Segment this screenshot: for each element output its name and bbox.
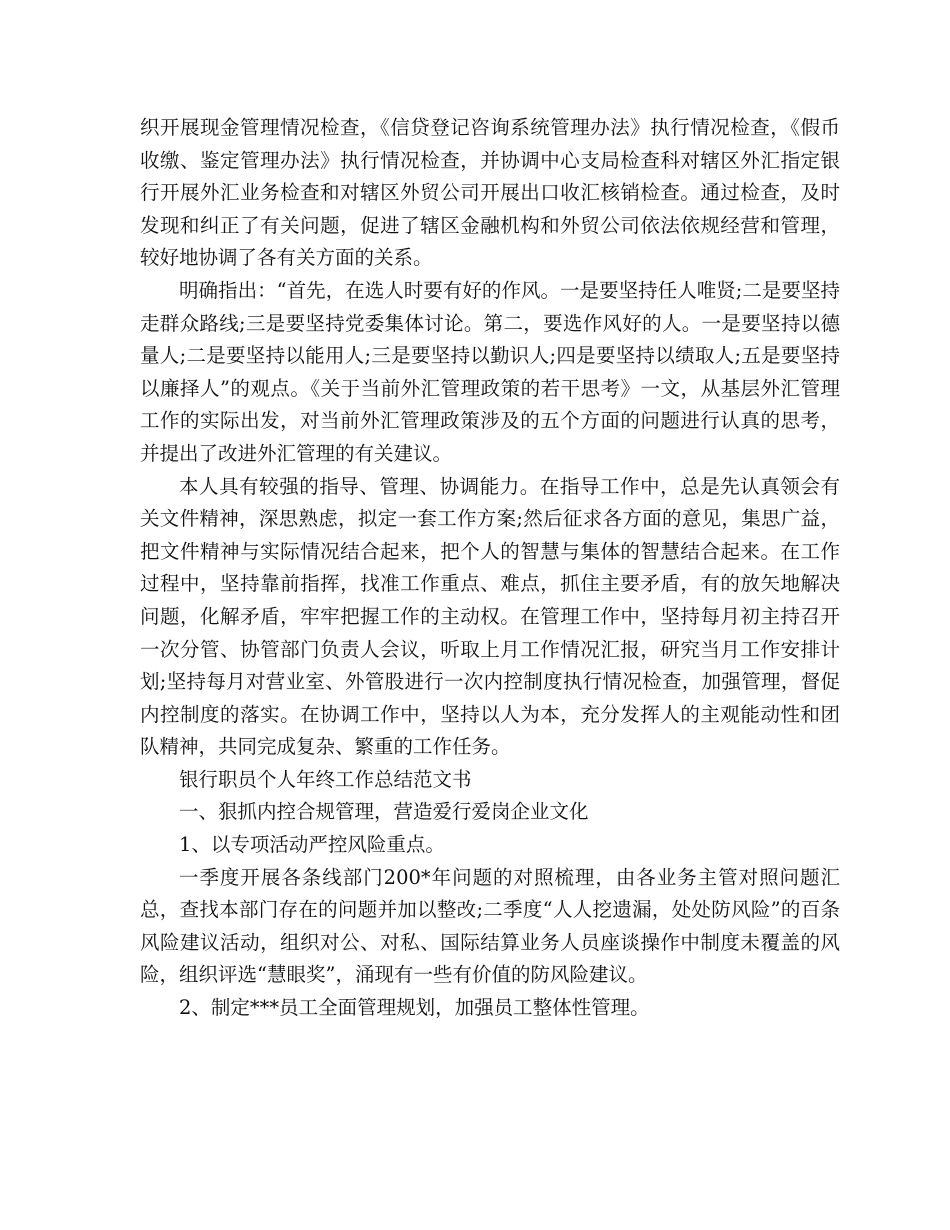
heading-level-2-item-1: 1、以专项活动严控风险重点。 xyxy=(179,833,445,857)
paragraph-2: 明确指出：“首先，在选人时要有好的作风。一是要坚持任人唯贤;二是要坚持走群众路线;三是要坚持党委集体讨论。第二，要选作风好的人。一是要坚持以德量人;二是要坚持以能用人;三是要坚持以勤识人;四是要坚持以绩取人;五是要坚持以廉择人”的观点。《关于当前外汇管理政策的若干思考》一文，从基层外汇管理工作的实际出发，对当前外汇管理政策涉及的五个方面的问题进行认真的思考，并提出了改进外汇管理的有关建议。 xyxy=(140,278,840,465)
heading-level-2-item-2: 2、制定***员工全面管理规划，加强员工整体性管理。 xyxy=(179,996,650,1020)
paragraph-4: 一季度开展各条线部门200*年问题的对照梳理，由各业务主管对照问题汇总，查找本部门存在的问题并加以整改;二季度“人人挖遗漏，处处防风险”的百条风险建议活动，组织对公、对私、国际结算业务人员座谈操作中制度未覆盖的风险，组织评选“慧眼奖”，涌现有一些有价值的防风险建议。 xyxy=(140,865,840,987)
heading-level-1: 一、狠抓内控合规管理，营造爱行爱岗企业文化 xyxy=(179,800,589,824)
document-body xyxy=(140,112,840,1025)
paragraph-3: 本人具有较强的指导、管理、协调能力。在指导工作中，总是先认真领会有关文件精神，深思熟虑，拟定一套工作方案;然后征求各方面的意见，集思广益，把文件精神与实际情况结合起来，把个人的智慧与集体的智慧结合起来。在工作过程中，坚持靠前指挥，找准工作重点、难点，抓住主要矛盾，有的放矢地解决问题，化解矛盾，牢牢把握工作的主动权。在管理工作中，坚持每月初主持召开一次分管、协管部门负责人会议，听取上月工作情况汇报，研究当月工作安排计划;坚持每月对营业室、外管股进行一次内控制度执行情况检查，加强管理，督促内控制度的落实。在协调工作中，坚持以人为本，充分发挥人的主观能动性和团队精神，共同完成复杂、繁重的工作任务。 xyxy=(140,474,840,759)
paragraph-1: 织开展现金管理情况检查，《信贷登记咨询系统管理办法》执行情况检查，《假币收缴、鉴定管理办法》执行情况检查，并协调中心支局检查科对辖区外汇指定银行开展外汇业务检查和对辖区外贸公司开展出口收汇核销检查。通过检查，及时发现和纠正了有关问题，促进了辖区金融机构和外贸公司依法依规经营和管理，较好地协调了各有关方面的关系。 xyxy=(140,116,840,270)
section-title: 银行职员个人年终工作总结范文书 xyxy=(179,767,472,791)
